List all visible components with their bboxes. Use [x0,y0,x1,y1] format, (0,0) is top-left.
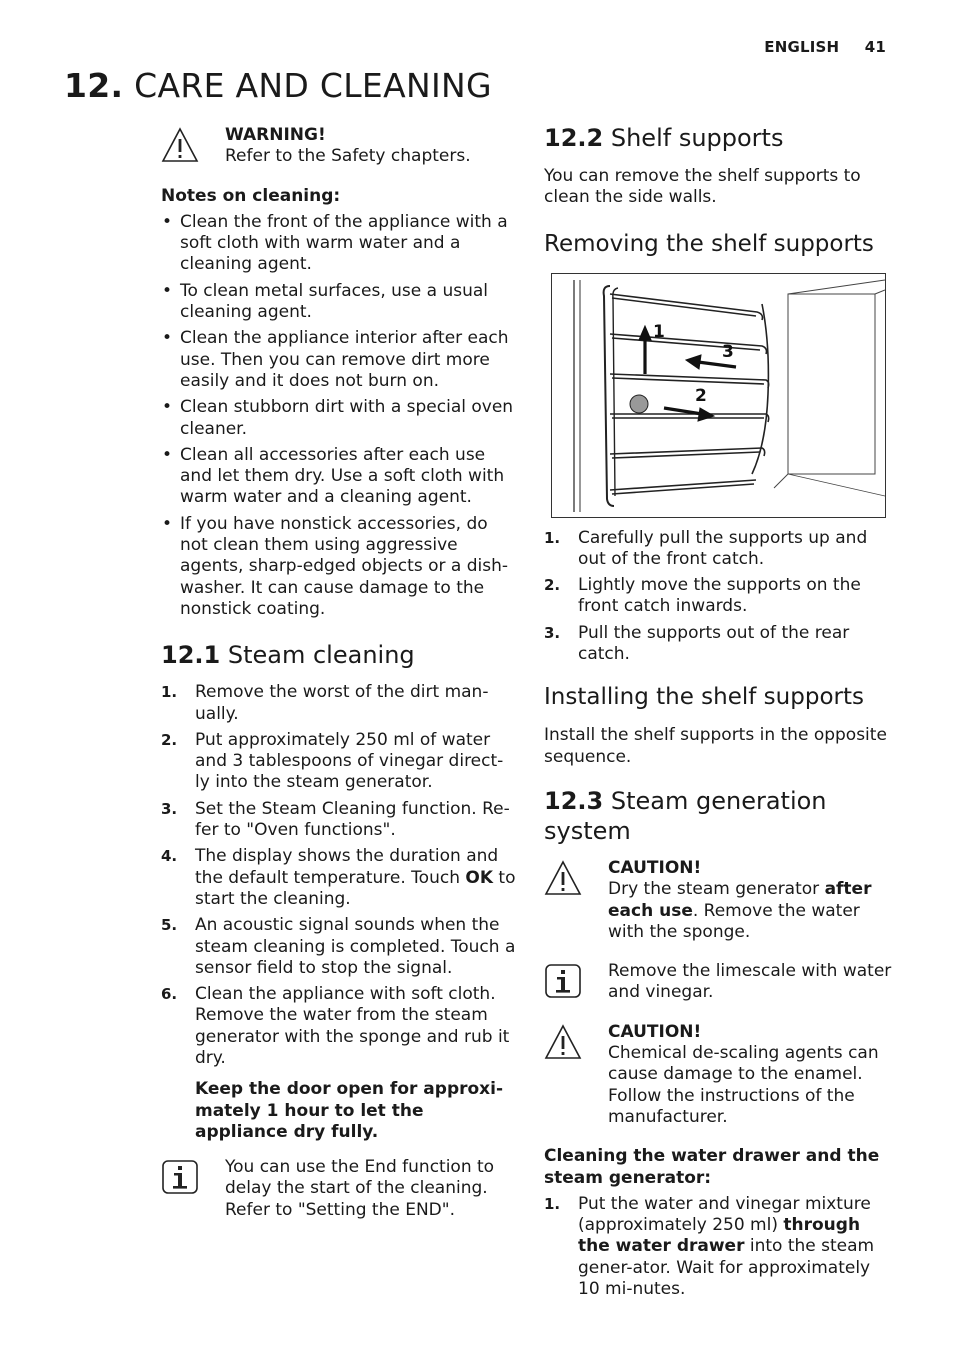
caution-text-bold: after each use [608,879,872,921]
oven-shelf-illustration [552,274,885,517]
figure-label-3: 3 [722,341,734,362]
step-number: 6. [161,985,178,1004]
caution-note-1 [544,858,896,943]
info-icon [544,963,582,999]
list-item: • Clean the front of the appliance with a soft cloth with warm water and a cleaning agent. [161,212,516,276]
step-number: 1. [161,683,178,702]
step-number: 1. [544,1194,561,1213]
warning-heading: WARNING! [225,125,326,145]
step-text: into the steam gener-ator. Wait for approximately 10 mi-nutes. [578,1236,875,1300]
header-language: ENGLISH [764,38,840,56]
section-title: Shelf supports [610,124,784,152]
list-item [544,1194,896,1300]
list-item [544,623,896,666]
step-text: Lightly move the supports on the front catch inwards. [578,575,861,617]
info-limescale-text: Remove the limescale with water and vinegar. [608,961,892,1003]
chapter-title [64,66,492,105]
step-text: An acoustic signal sounds when the steam cleaning is completed. Touch a sensor field to stop the signal. [195,915,516,978]
caution-icon [544,860,582,896]
caution-note-2 [544,1022,896,1128]
installing-text: Install the shelf supports in the opposite sequence. [544,725,887,767]
list-item [161,846,516,910]
warning-icon [161,127,199,163]
step-number: 2. [544,576,561,595]
shelf-supports-intro: You can remove the shelf supports to clean the side walls. [544,166,861,208]
info-note-text: You can use the End function to delay the start of the cleaning. Refer to "Setting the END". [225,1157,495,1220]
section-title: Steam generation system [544,786,827,845]
notes-heading: Notes on cleaning: [161,185,341,206]
section-number: 12.1 [161,641,221,670]
step-text: Put the water and vinegar mixture (approximately 250 ml) [578,1193,871,1236]
page-header [744,38,886,56]
left-column [161,125,516,1221]
caution-icon [544,1024,582,1060]
caution-text [608,879,896,943]
water-drawer-heading: Cleaning the water drawer and the steam generator: [544,1146,880,1188]
warning-note [161,125,516,168]
list-item [544,528,896,571]
step-text: to start the cleaning. [195,867,516,909]
step-number: 4. [161,847,178,866]
step-number: 3. [161,799,178,818]
installing-heading: Installing the shelf supports [544,684,864,711]
caution-text-part: Dry the steam generator [608,879,825,900]
step-text: Remove the worst of the dirt man-ually. [195,682,489,724]
step-number: 3. [544,623,561,642]
step-number: 2. [161,730,178,749]
caution-text: Chemical de-scaling agents can cause damage to the enamel. Follow the instructions of the manufacturer. [608,1043,879,1127]
list-item: • Clean all accessories after each use and let them dry. Use a soft cloth with warm water and a cleaning agent. [161,445,516,509]
removing-steps [544,528,896,666]
list-item: • To clean metal surfaces, use a usual cleaning agent. [161,281,516,324]
info-note [161,1157,516,1221]
step-text-bold: through the water drawer [578,1215,861,1257]
caution-text-part: . Remove the water with the sponge. [608,900,860,942]
step-text: Pull the supports out of the rear catch. [578,622,850,665]
right-column [544,123,896,1305]
section-number: 12.2 [544,124,604,152]
step-number: 1. [544,528,561,547]
step-text: The display shows the duration and the default temperature. Touch [195,846,499,888]
step-text-bold: OK [465,867,494,888]
chapter-title-text: CARE AND CLEANING [134,66,492,105]
caution-heading: CAUTION! [608,1021,702,1042]
list-item [544,575,896,618]
steam-cleaning-steps [161,682,516,1069]
header-page-number: 41 [864,38,886,56]
section-title: Steam cleaning [227,641,415,670]
warning-text: Refer to the Safety chapters. [225,146,471,167]
section-number: 12.3 [544,786,604,815]
info-note-limescale [544,961,896,1004]
notes-list [161,212,516,620]
removing-heading: Removing the shelf supports [544,230,874,257]
door-open-note: Keep the door open for approxi-mately 1 hour to let the appliance dry fully. [195,1079,504,1142]
list-item [161,915,516,979]
section-heading-shelf-supports [544,123,896,153]
shelf-supports-figure [551,273,886,518]
step-text: Put approximately 250 ml of water and 3 tablespoons of vinegar direct-ly into the steam generator. [195,729,504,793]
list-item: • If you have nonstick accessories, do not clean them using aggressive agents, sharp-edged objects or a dish-washer. It can cause damage to the nonstick coating. [161,514,516,620]
list-item [161,730,516,794]
figure-label-2: 2 [695,385,707,406]
list-item [161,799,516,842]
caution-heading: CAUTION! [608,857,702,878]
list-item: • Clean stubborn dirt with a special oven cleaner. [161,397,516,440]
section-heading-steam-cleaning [161,640,516,670]
list-item [161,682,516,725]
chapter-number: 12. [64,66,124,105]
water-drawer-steps [544,1194,896,1300]
figure-label-1: 1 [653,321,665,342]
list-item: • Clean the appliance interior after each use. Then you can remove dirt more easily and it does not burn on. [161,328,516,392]
step-text: Clean the appliance with soft cloth. Remove the water from the steam generator with the sponge and rub it dry. [195,984,510,1068]
step-text: Carefully pull the supports up and out of the front catch. [578,527,868,569]
list-item [161,984,516,1069]
step-number: 5. [161,916,178,935]
step-text: Set the Steam Cleaning function. Re-fer to "Oven functions". [195,798,510,841]
section-heading-steam-generation [544,786,896,846]
info-icon [161,1159,199,1195]
